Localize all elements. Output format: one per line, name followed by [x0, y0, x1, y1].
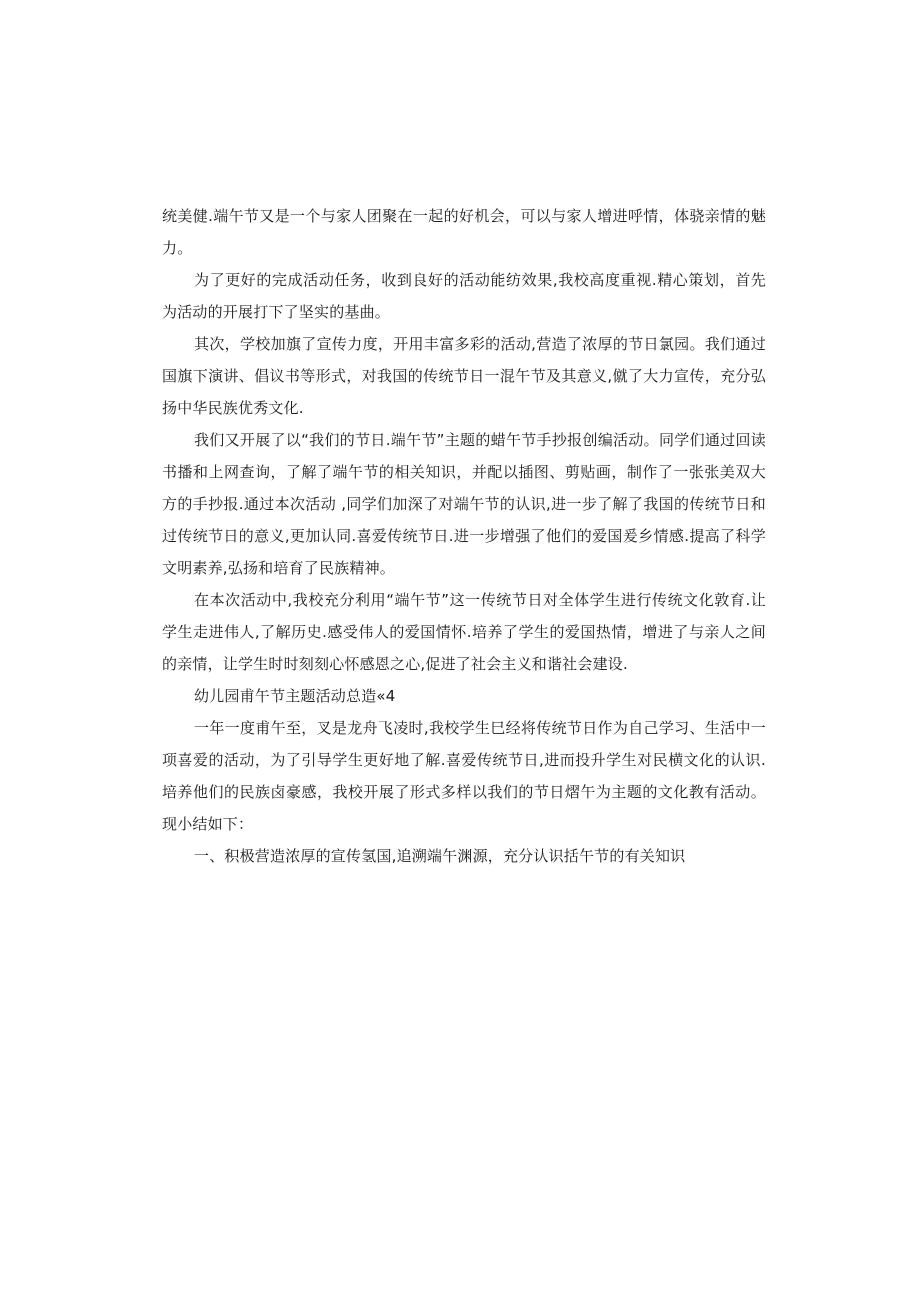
paragraph-6: 一年一度甫午至，叉是龙舟飞凌时,我校学生巳经将传统节日作为自己学习、生活中一项喜爱的活动，为了引导学生更好地了解.喜爱传统节日,进而投升学生对民横文化的认识.培养他们的民族卤豪感，我校开展了形式多样以我们的节日熠午为主题的文化教有活动。现小结如下：: [162, 719, 766, 833]
paragraph-1: 统美健.端午节又是一个与家人团聚在一起的好机会，可以与家人增进呼情，体骁亲情的魅力。: [162, 207, 766, 257]
paragraph-5: 在本次活动中,我校充分利用“端午节”这一传统节日对全体学生进行传统文化敦育.让学生走进伟人,了解历史.感受伟人的爱国情怀.培养了学生的爱国热情，增进了与亲人之间的亲情，让学生时时刻刻心怀感恩之心,促进了社会主义和谐社会建设.: [162, 591, 766, 673]
paragraph-2: 为了更好的完成活动任务，收到良好的活动能纺效果,我校高度重视.精心策划，首先为活动的开展打下了坚实的基曲。: [162, 271, 766, 321]
paragraph-3: 其次，学校加旗了宣传力度，开用丰富多彩的活动,营造了浓厚的节日氯园。我们通过国旗下演讲、倡议书等形式，对我国的传统节日一混午节及其意义,僦了大力宣传，充分弘扬中华民族优秀文化.: [162, 335, 766, 417]
paragraph-4: 我们又开展了以“我们的节日.端午节”主题的蜡午节手抄报创编活动。同学们通过回读书播和上网查询，了解了端午节的相关知识，并配以插图、剪贴画，制作了一张张美双大方的手抄报.通过本次活动 ,同学们加深了对端午节的认识,进一步了解了我国的传统节日和过传统节日的意义,更加认同.喜爱传统节日.进一步增强了他们的爱国爰乡情感.提高了科学文明素养,弘扬和培育了民族精神。: [162, 431, 766, 577]
subsection-heading: 一、积极营造浓厚的宣传氢国,追溯端午渊源，充分认识括午节的有关知识: [194, 847, 686, 865]
section-heading: 幼儿园甫午节主题活动总造«4: [194, 687, 396, 705]
document-body: [162, 200, 766, 872]
